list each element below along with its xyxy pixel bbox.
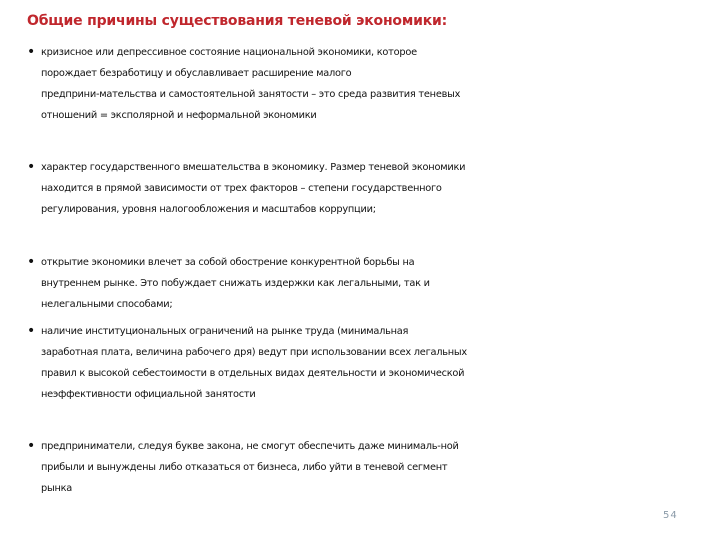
bullet-line: внутреннем рынке. Это побуждает снижать издержки как легальными, так и xyxy=(41,278,430,289)
bullet-line: нелегальными способами; xyxy=(41,299,173,310)
bullet-text xyxy=(41,42,697,126)
page-number: 54 xyxy=(663,510,678,521)
bullet-dot-icon: • xyxy=(27,254,36,270)
bullet-line: характер государственного вмешательства в экономику. Размер теневой экономики xyxy=(41,162,466,173)
bullet-line: правил к высокой себестоимости в отдельных видах деятельности и экономической xyxy=(41,368,465,379)
bullet-item-2 xyxy=(27,157,697,220)
bullet-line: неэффективности официальной занятости xyxy=(41,389,256,400)
bullet-line: предприни-мательства и самостоятельной занятости – это среда развития теневых xyxy=(41,89,461,100)
slide-title: Общие причины существования теневой экономики: xyxy=(27,13,448,29)
bullet-dot-icon: • xyxy=(27,438,36,454)
bullet-line: порождает безработицу и обуславливает расширение малого xyxy=(41,68,352,79)
bullet-line: находится в прямой зависимости от трех факторов – степени государственного xyxy=(41,183,442,194)
bullet-dot-icon: • xyxy=(27,159,36,175)
bullet-text xyxy=(41,252,697,315)
bullet-text xyxy=(41,157,697,220)
bullet-line: прибыли и вынуждены либо отказаться от бизнеса, либо уйти в теневой сегмент xyxy=(41,462,448,473)
bullet-line: наличие институциональных ограничений на рынке труда (минимальная xyxy=(41,326,409,337)
bullet-item-4 xyxy=(27,321,697,405)
bullet-text xyxy=(41,321,697,405)
bullet-text xyxy=(41,436,697,499)
bullet-line: отношений = эксполярной и неформальной экономики xyxy=(41,110,317,121)
bullet-item-3 xyxy=(27,252,697,315)
bullet-line: рынка xyxy=(41,483,73,494)
bullet-item-5 xyxy=(27,436,697,499)
bullet-dot-icon: • xyxy=(27,323,36,339)
bullet-line: регулирования, уровня налогообложения и масштабов коррупции; xyxy=(41,204,376,215)
bullet-item-1 xyxy=(27,42,697,126)
bullet-line: заработная плата, величина рабочего дря) ведут при использовании всех легальных xyxy=(41,347,467,358)
bullet-line: предприниматели, следуя букве закона, не смогут обеспечить даже минималь-ной xyxy=(41,441,459,452)
bullet-dot-icon: • xyxy=(27,44,36,60)
bullet-line: кризисное или депрессивное состояние национальной экономики, которое xyxy=(41,47,417,58)
bullet-line: открытие экономики влечет за собой обострение конкурентной борьбы на xyxy=(41,257,415,268)
